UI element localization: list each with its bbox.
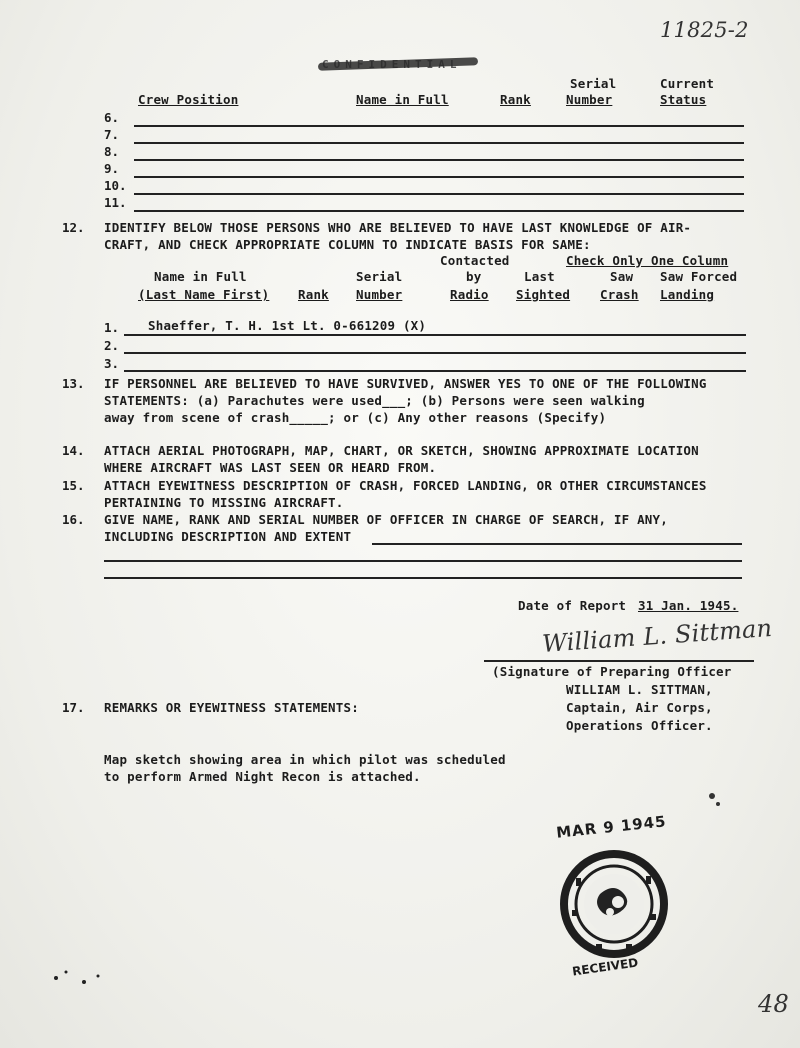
col-status-bottom: Status xyxy=(660,92,707,107)
received-stamp: RECEIVED xyxy=(571,955,640,979)
date-of-report-label: Date of Report xyxy=(518,598,627,613)
h-by: by xyxy=(466,269,482,284)
crew-row-line xyxy=(134,193,744,195)
item-14-number: 14. xyxy=(62,443,85,458)
item-16-number: 16. xyxy=(62,512,85,527)
item-14-line2: WHERE AIRCRAFT WAS LAST SEEN OR HEARD FROM. xyxy=(104,460,437,475)
crew-row-7: 7. xyxy=(104,127,120,142)
date-stamp: MAR 9 1945 xyxy=(555,812,668,842)
h-last-name-first: (Last Name First) xyxy=(138,287,270,302)
remarks-line2: to perform Armed Night Recon is attached. xyxy=(104,769,421,784)
h-number: Number xyxy=(356,287,403,302)
col-status-top: Current xyxy=(660,76,715,91)
item-13-line1: IF PERSONNEL ARE BELIEVED TO HAVE SURVIVED, ANSWER YES TO ONE OF THE FOLLOWING xyxy=(104,376,707,391)
crew-row-11: 11. xyxy=(104,195,127,210)
h-sighted: Sighted xyxy=(516,287,571,302)
item-15-line2: PERTAINING TO MISSING AIRCRAFT. xyxy=(104,495,344,510)
item-13-number: 13. xyxy=(62,376,85,391)
item-12-number: 12. xyxy=(62,220,85,235)
entry-line xyxy=(124,334,746,336)
crew-row-line xyxy=(134,125,744,127)
h-name-in-full: Name in Full xyxy=(154,269,247,284)
seal-stamp-icon xyxy=(556,848,676,960)
h-radio: Radio xyxy=(450,287,489,302)
item-15-line1: ATTACH EYEWITNESS DESCRIPTION OF CRASH, FORCED LANDING, OR OTHER CIRCUMSTANCES xyxy=(104,478,707,493)
signature-label: (Signature of Preparing Officer xyxy=(492,664,732,679)
h-contacted: Contacted xyxy=(440,253,510,268)
item-14-line1: ATTACH AERIAL PHOTOGRAPH, MAP, CHART, OR SKETCH, SHOWING APPROXIMATE LOCATION xyxy=(104,443,699,458)
h-landing: Landing xyxy=(660,287,715,302)
item-13-line3: away from scene of crash_____; or (c) Any other reasons (Specify) xyxy=(104,410,607,425)
officer-rank: Captain, Air Corps, xyxy=(566,700,713,715)
item-12-line2: CRAFT, AND CHECK APPROPRIATE COLUMN TO INDICATE BASIS FOR SAME: xyxy=(104,237,591,252)
crew-row-line xyxy=(134,176,744,178)
item-17-label: REMARKS OR EYEWITNESS STATEMENTS: xyxy=(104,700,359,715)
remarks-line1: Map sketch showing area in which pilot was scheduled xyxy=(104,752,506,767)
crew-row-line xyxy=(134,159,744,161)
page-number: 48 xyxy=(758,990,789,1018)
h-last: Last xyxy=(524,269,555,284)
item-16-line2: INCLUDING DESCRIPTION AND EXTENT xyxy=(104,529,352,544)
h-serial: Serial xyxy=(356,269,403,284)
item-16-line xyxy=(104,577,742,579)
file-number: 11825-2 xyxy=(660,18,749,42)
date-of-report-value: 31 Jan. 1945. xyxy=(638,598,739,613)
h-saw-forced: Saw Forced xyxy=(660,269,738,284)
crew-row-6: 6. xyxy=(104,110,120,125)
item-16-line xyxy=(372,543,742,545)
item-16-line1: GIVE NAME, RANK AND SERIAL NUMBER OF OFFICER IN CHARGE OF SEARCH, IF ANY, xyxy=(104,512,668,527)
h-check-only: Check Only One Column xyxy=(566,253,729,268)
crew-row-8: 8. xyxy=(104,144,120,159)
entry-2-number: 2. xyxy=(104,338,120,353)
officer-signature: William L. Sittman xyxy=(541,613,774,659)
ink-specks-icon xyxy=(50,964,110,994)
signature-line xyxy=(484,660,754,662)
officer-name: WILLIAM L. SITTMAN, xyxy=(566,682,713,697)
item-12-line1: IDENTIFY BELOW THOSE PERSONS WHO ARE BELIEVED TO HAVE LAST KNOWLEDGE OF AIR- xyxy=(104,220,692,235)
crew-row-line xyxy=(134,142,744,144)
entry-1-text: Shaeffer, T. H. 1st Lt. 0-661209 (X) xyxy=(148,318,427,333)
col-rank: Rank xyxy=(500,92,531,107)
crew-row-line xyxy=(134,210,744,212)
entry-line xyxy=(124,370,746,372)
col-serial-top: Serial xyxy=(570,76,617,91)
officer-title: Operations Officer. xyxy=(566,718,713,733)
h-crash: Crash xyxy=(600,287,639,302)
col-serial-bottom: Number xyxy=(566,92,613,107)
h-rank: Rank xyxy=(298,287,329,302)
crew-row-9: 9. xyxy=(104,161,120,176)
item-13-line2: STATEMENTS: (a) Parachutes were used___; (b) Persons were seen walking xyxy=(104,393,645,408)
col-crew-position: Crew Position xyxy=(138,92,239,107)
item-15-number: 15. xyxy=(62,478,85,493)
col-name-in-full: Name in Full xyxy=(356,92,449,107)
h-saw: Saw xyxy=(610,269,634,284)
entry-3-number: 3. xyxy=(104,356,120,371)
entry-1-number: 1. xyxy=(104,320,120,335)
ink-blot-icon xyxy=(700,784,730,814)
item-17-number: 17. xyxy=(62,700,85,715)
item-16-line xyxy=(104,560,742,562)
crew-row-10: 10. xyxy=(104,178,127,193)
entry-line xyxy=(124,352,746,354)
